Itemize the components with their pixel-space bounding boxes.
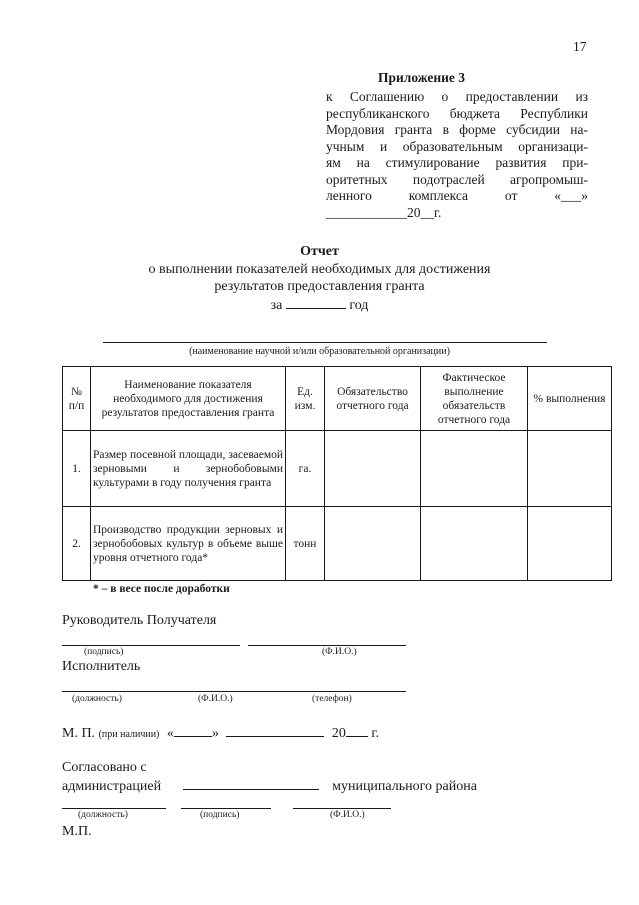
date-open-quote: « <box>166 726 174 741</box>
report-title: Отчет <box>300 244 339 259</box>
appendix-line: ____________20__г. <box>326 204 442 220</box>
head-fio-caption: (Ф.И.О.) <box>322 647 357 657</box>
row-percent-cell[interactable] <box>528 431 612 507</box>
row-actual-cell[interactable] <box>421 507 528 581</box>
page-number: 17 <box>573 39 587 54</box>
agreed-line-1: Согласовано с <box>62 760 147 775</box>
row-name: Производство продукции зерновых и зернобобовых культур в объеме выше уровня отчетного года* <box>91 507 286 581</box>
mp-label: М. П. <box>62 726 96 741</box>
agreed-position-line[interactable] <box>62 808 166 809</box>
appendix-line: учным и образовательным организаци- <box>326 138 588 154</box>
executor-phone-caption: (телефон) <box>312 694 352 704</box>
executor-line[interactable] <box>62 691 406 692</box>
report-subtitle-2: результатов предоставления гранта <box>214 279 425 294</box>
row-name: Размер посевной площади, засеваемой зерновыми и зернобобовыми культурами в году получения гранта <box>91 431 286 507</box>
day-field[interactable] <box>174 724 212 737</box>
appendix-body <box>326 89 588 221</box>
table-header-row <box>63 367 612 431</box>
report-period <box>0 296 639 314</box>
mp-bottom: М.П. <box>62 824 92 839</box>
agreed-sign-caption: (подпись) <box>200 810 240 820</box>
report-subtitle-1: о выполнении показателей необходимых для достижения <box>148 262 491 277</box>
table-row <box>63 507 612 581</box>
appendix-line: ям на стимулирование развития при- <box>326 155 588 170</box>
year-field[interactable] <box>346 724 368 737</box>
head-label: Руководитель Получателя <box>62 613 217 628</box>
district-field[interactable] <box>183 777 319 790</box>
row-obligation-cell[interactable] <box>325 431 421 507</box>
year-prefix: 20 <box>331 726 346 741</box>
period-prefix: за <box>270 298 283 313</box>
agreed-position-caption: (должность) <box>78 810 128 820</box>
row-actual-cell[interactable] <box>421 431 528 507</box>
mp-note: (при наличии) <box>98 729 160 740</box>
agreed-suffix: муниципального района <box>332 779 477 794</box>
header-actual: Фактическое выполнение обязательств отчетного года <box>421 367 528 431</box>
header-num: № п/п <box>63 367 91 431</box>
header-unit: Ед. изм. <box>286 367 325 431</box>
header-percent: % выполнения <box>528 367 612 431</box>
header-name: Наименование показателя необходимого для достижения результатов предоставления гранта <box>91 367 286 431</box>
executor-fio-caption: (Ф.И.О.) <box>198 694 233 704</box>
header-obligation: Обязательство отчетного года <box>325 367 421 431</box>
org-name-line[interactable] <box>103 342 547 343</box>
agreed-fio-caption: (Ф.И.О.) <box>330 810 365 820</box>
agreed-sign-line[interactable] <box>181 808 271 809</box>
agreed-fio-line[interactable] <box>293 808 391 809</box>
period-field[interactable] <box>286 296 346 309</box>
row-unit: тонн <box>286 507 325 581</box>
appendix-line: республиканского бюджета Республики <box>326 105 588 121</box>
head-sign-caption: (подпись) <box>84 647 124 657</box>
table-footnote: * – в весе после доработки <box>93 583 230 595</box>
year-suffix: г. <box>371 726 380 741</box>
date-close-quote: » <box>211 726 219 741</box>
executor-label: Исполнитель <box>62 659 141 674</box>
row-unit: га. <box>286 431 325 507</box>
table-row <box>63 431 612 507</box>
mp-date-line <box>62 724 379 742</box>
org-caption: (наименование научной и/или образовательной организации) <box>189 346 450 357</box>
period-suffix: год <box>349 298 369 313</box>
agreed-line-2 <box>62 777 477 795</box>
row-num: 1. <box>63 431 91 507</box>
appendix-line: Мордовия гранта в форме субсидии на- <box>326 122 588 137</box>
appendix-title: Приложение 3 <box>378 70 466 85</box>
row-obligation-cell[interactable] <box>325 507 421 581</box>
month-field[interactable] <box>226 724 324 737</box>
executor-position-caption: (должность) <box>72 694 122 704</box>
head-signature-line[interactable] <box>62 645 240 646</box>
row-percent-cell[interactable] <box>528 507 612 581</box>
appendix-line: оритетных подотраслей агропромыш- <box>326 171 588 187</box>
head-fio-line[interactable] <box>248 645 406 646</box>
row-num: 2. <box>63 507 91 581</box>
appendix-line: ленного комплекса от «___» <box>326 188 588 203</box>
indicators-table <box>62 366 612 581</box>
agreed-admin-label: администрацией <box>62 779 162 794</box>
appendix-line: к Соглашению о предоставлении из <box>326 89 588 104</box>
